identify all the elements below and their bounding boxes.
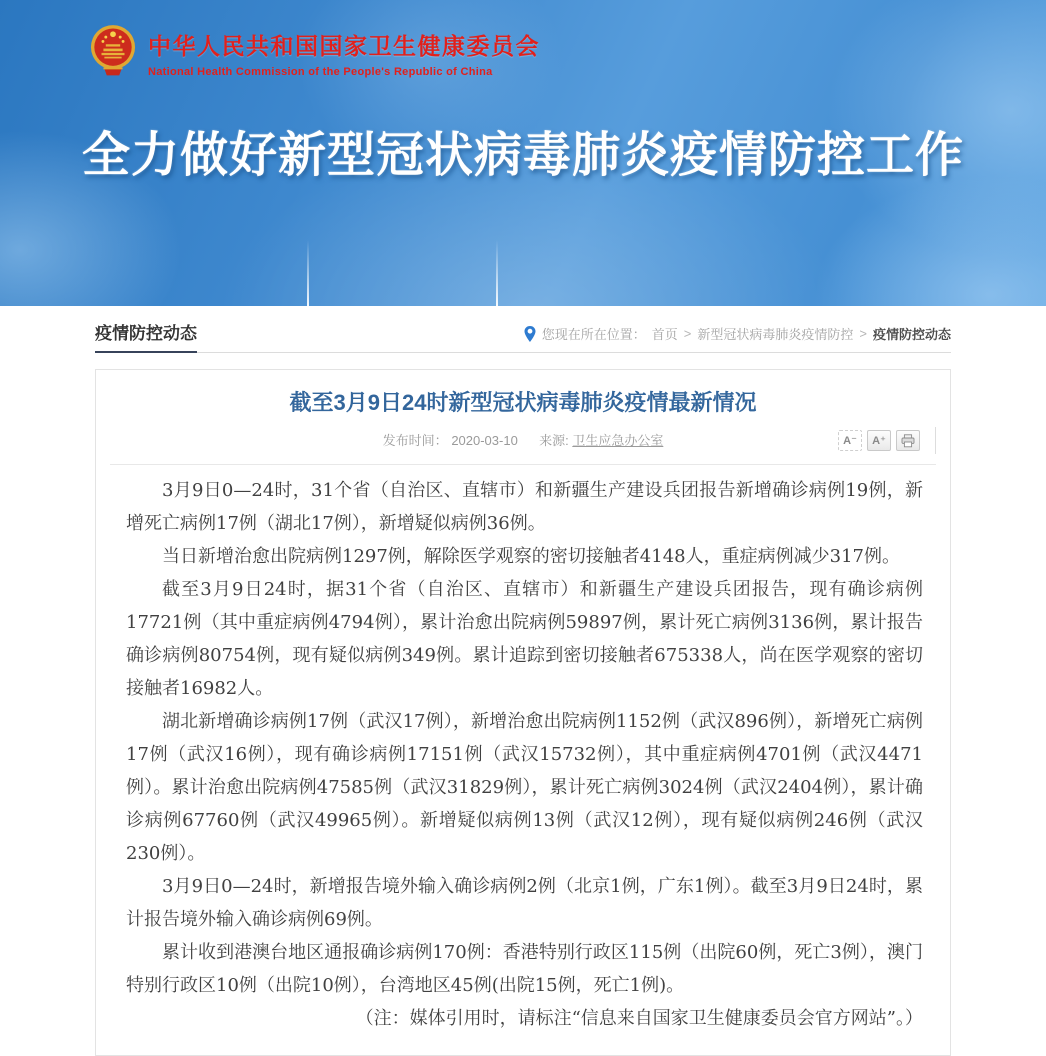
- content-area: [95, 306, 951, 1056]
- breadcrumb-row: [95, 306, 951, 353]
- toolbar-divider: [935, 427, 936, 454]
- article-paragraph: 累计收到港澳台地区通报确诊病例170例：香港特别行政区115例（出院60例，死亡3例），澳门特别行政区10例（出院10例），台湾地区45例(出院15例，死亡1例)。: [126, 942, 923, 996]
- article-paragraph: 3月9日0—24时，新增报告境外输入确诊病例2例（北京1例，广东1例）。截至3月9日24时，累计报告境外输入确诊病例69例。: [126, 876, 923, 930]
- org-name-cn: 中华人民共和国国家卫生健康委员会: [148, 32, 540, 59]
- breadcrumb-location-label: 您现在所在位置：: [541, 327, 646, 342]
- breadcrumb-item-covid-section[interactable]: 新型冠状病毒肺炎疫情防控: [697, 327, 854, 342]
- citation-note: （注：媒体引用时，请标注“信息来自国家卫生健康委员会官方网站”。）: [355, 1008, 923, 1029]
- source-link[interactable]: 卫生应急办公室: [572, 433, 664, 448]
- breadcrumb-item-current: 疫情防控动态: [872, 327, 951, 342]
- breadcrumb-separator: >: [859, 326, 867, 341]
- breadcrumb: [524, 324, 951, 352]
- breadcrumb-item-home[interactable]: 首页: [651, 327, 678, 342]
- org-names: [148, 28, 540, 78]
- org-name-en: National Health Commission of the People's Republic of China: [148, 65, 493, 78]
- banner-decor-line: [496, 240, 498, 306]
- print-button[interactable]: [896, 430, 920, 451]
- banner-decor-line: [307, 240, 309, 306]
- font-increase-button[interactable]: A⁺: [867, 430, 891, 451]
- article-toolbar: [838, 427, 936, 454]
- article-container: [95, 369, 951, 1056]
- article-body: [96, 465, 950, 1035]
- location-pin-icon: [524, 326, 536, 342]
- breadcrumb-separator: >: [683, 326, 692, 341]
- article-meta-row: [110, 430, 936, 465]
- publish-date-value: 2020-03-10: [451, 433, 518, 448]
- article-paragraph: 3月9日0—24时，31个省（自治区、直辖市）和新疆生产建设兵团报告新增确诊病例19例，新增死亡病例17例（湖北17例），新增疑似病例36例。: [126, 480, 923, 534]
- article-title: 截至3月9日24时新型冠状病毒肺炎疫情最新情况: [289, 390, 757, 415]
- banner-slogan: 全力做好新型冠状病毒肺炎疫情防控工作: [81, 129, 964, 182]
- china-national-emblem-icon: [90, 22, 136, 83]
- publish-date-label: 发布时间：: [382, 433, 448, 448]
- source-label: 来源:: [539, 433, 569, 448]
- article-paragraph: 湖北新增确诊病例17例（武汉17例），新增治愈出院病例1152例（武汉896例），新增死亡病例17例（武汉16例），现有确诊病例17151例（武汉15732例），其中重症病例4701例（武汉4471例）。累计治愈出院病例47585例（武汉31829例），累计死亡病例3024例（武汉2404例），累计确诊病例67760例（武汉49965例）。新增疑似病例13例（武汉12例），现有疑似病例246例（武汉230例）。: [126, 711, 923, 864]
- font-decrease-button[interactable]: A⁻: [838, 430, 862, 451]
- article-paragraph: 截至3月9日24时，据31个省（自治区、直辖市）和新疆生产建设兵团报告，现有确诊病例17721例（其中重症病例4794例），累计治愈出院病例59897例，累计死亡病例3136例，累计报告确诊病例80754例，现有疑似病例349例。累计追踪到密切接触者675338人，尚在医学观察的密切接触者16982人。: [126, 579, 923, 699]
- home-link[interactable]: [90, 22, 540, 83]
- banner: [0, 0, 1046, 306]
- section-tab-epidemic-updates[interactable]: 疫情防控动态: [95, 319, 197, 353]
- printer-icon: [901, 434, 915, 448]
- article-paragraph: 当日新增治愈出院病例1297例，解除医学观察的密切接触者4148人，重症病例减少317例。: [162, 546, 900, 567]
